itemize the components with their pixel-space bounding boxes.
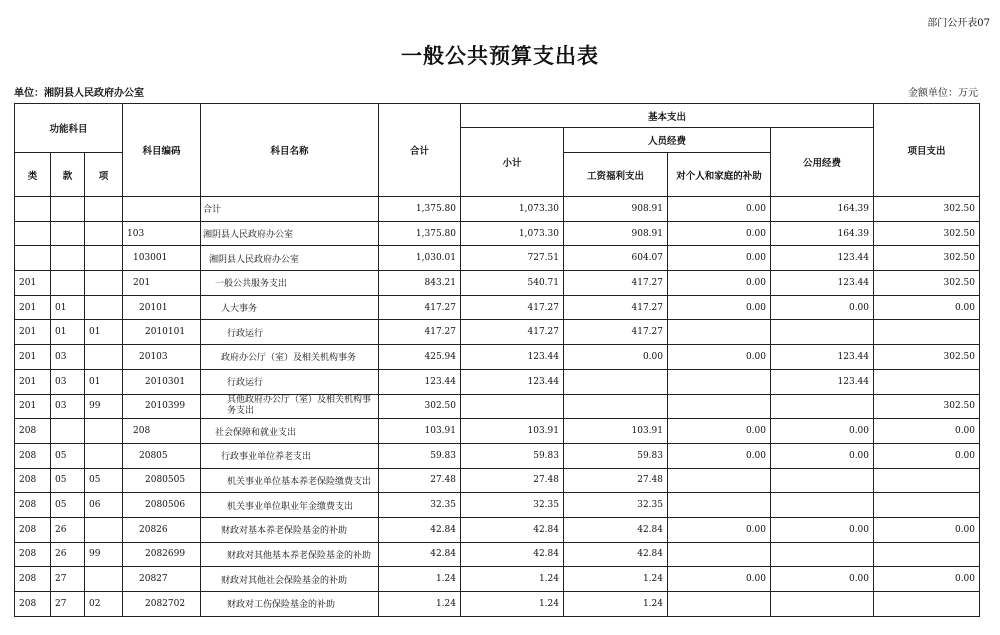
cell-subsidy	[668, 592, 771, 617]
cell-subtotal: 103.91	[461, 419, 564, 444]
cell-subtotal: 417.27	[461, 320, 564, 345]
header-xiang: 项	[85, 153, 123, 197]
cell-kuan	[51, 221, 85, 246]
cell-public	[771, 320, 874, 345]
cell-public: 164.39	[771, 221, 874, 246]
cell-kuan	[51, 246, 85, 271]
cell-salary: 103.91	[564, 419, 668, 444]
cell-subsidy: 0.00	[668, 419, 771, 444]
cell-lei	[15, 246, 51, 271]
cell-code: 2010101	[123, 320, 201, 345]
cell-project	[874, 468, 980, 493]
cell-subtotal: 42.84	[461, 517, 564, 542]
cell-public: 0.00	[771, 517, 874, 542]
cell-total: 843.21	[379, 271, 461, 296]
cell-subsidy: 0.00	[668, 567, 771, 592]
cell-salary: 604.07	[564, 246, 668, 271]
cell-lei: 208	[15, 493, 51, 518]
cell-kuan: 05	[51, 443, 85, 468]
cell-salary: 27.48	[564, 468, 668, 493]
cell-xiang	[85, 295, 123, 320]
cell-subsidy: 0.00	[668, 345, 771, 370]
table-row	[15, 468, 980, 493]
cell-subsidy: 0.00	[668, 197, 771, 222]
cell-name: 行政事业单位养老支出	[201, 443, 379, 468]
cell-total: 417.27	[379, 295, 461, 320]
cell-total: 1,375.80	[379, 221, 461, 246]
cell-total: 103.91	[379, 419, 461, 444]
cell-total: 123.44	[379, 369, 461, 394]
cell-name: 财政对其他基本养老保险基金的补助	[201, 542, 379, 567]
header-basic: 基本支出	[461, 104, 874, 128]
cell-subsidy	[668, 320, 771, 345]
cell-salary	[564, 394, 668, 419]
cell-name: 行政运行	[201, 320, 379, 345]
cell-xiang	[85, 197, 123, 222]
cell-public: 0.00	[771, 443, 874, 468]
table-row	[15, 542, 980, 567]
cell-code: 2080505	[123, 468, 201, 493]
cell-kuan: 26	[51, 542, 85, 567]
cell-subtotal: 27.48	[461, 468, 564, 493]
header-public: 公用经费	[771, 128, 874, 197]
cell-subsidy: 0.00	[668, 443, 771, 468]
cell-subtotal	[461, 394, 564, 419]
cell-kuan	[51, 197, 85, 222]
unit-label: 单位：湘阴县人民政府办公室	[14, 88, 144, 99]
cell-name: 财政对其他社会保险基金的补助	[201, 567, 379, 592]
cell-subsidy: 0.00	[668, 221, 771, 246]
cell-subsidy: 0.00	[668, 271, 771, 296]
cell-name: 政府办公厅（室）及相关机构事务	[201, 345, 379, 370]
cell-kuan: 01	[51, 320, 85, 345]
cell-kuan: 26	[51, 517, 85, 542]
cell-code	[123, 197, 201, 222]
table-row	[15, 345, 980, 370]
table-row	[15, 517, 980, 542]
cell-subtotal: 1,073.30	[461, 197, 564, 222]
cell-subsidy	[668, 468, 771, 493]
cell-name: 一般公共服务支出	[201, 271, 379, 296]
cell-subtotal: 123.44	[461, 369, 564, 394]
cell-project: 302.50	[874, 345, 980, 370]
table-row	[15, 295, 980, 320]
cell-public: 123.44	[771, 369, 874, 394]
cell-subtotal: 417.27	[461, 295, 564, 320]
header-subsidy: 对个人和家庭的补助	[668, 153, 771, 197]
cell-xiang: 99	[85, 394, 123, 419]
table-row	[15, 394, 980, 419]
cell-name: 人大事务	[201, 295, 379, 320]
cell-subtotal: 1,073.30	[461, 221, 564, 246]
cell-code: 103	[123, 221, 201, 246]
cell-public: 0.00	[771, 419, 874, 444]
table-row	[15, 443, 980, 468]
cell-kuan: 05	[51, 468, 85, 493]
cell-public: 164.39	[771, 197, 874, 222]
cell-xiang	[85, 419, 123, 444]
cell-project	[874, 493, 980, 518]
header-subtotal: 小计	[461, 128, 564, 197]
cell-salary: 908.91	[564, 197, 668, 222]
cell-total: 42.84	[379, 517, 461, 542]
cell-public	[771, 394, 874, 419]
cell-xiang: 01	[85, 369, 123, 394]
cell-lei: 208	[15, 517, 51, 542]
cell-code: 20827	[123, 567, 201, 592]
cell-kuan: 03	[51, 394, 85, 419]
header-total: 合计	[379, 104, 461, 197]
header-salary: 工资福利支出	[564, 153, 668, 197]
cell-lei: 201	[15, 394, 51, 419]
cell-kuan: 27	[51, 567, 85, 592]
cell-subsidy	[668, 369, 771, 394]
cell-salary	[564, 369, 668, 394]
cell-xiang	[85, 271, 123, 296]
cell-project	[874, 369, 980, 394]
cell-name: 其他政府办公厅（室）及相关机构事务支出	[201, 394, 379, 419]
cell-subtotal: 123.44	[461, 345, 564, 370]
cell-code: 208	[123, 419, 201, 444]
cell-project: 302.50	[874, 197, 980, 222]
header-personnel: 人员经费	[564, 128, 771, 153]
cell-salary: 417.27	[564, 271, 668, 296]
amount-unit-label: 金额单位：万元	[908, 88, 978, 99]
cell-subtotal: 1.24	[461, 592, 564, 617]
cell-lei: 208	[15, 592, 51, 617]
cell-salary: 908.91	[564, 221, 668, 246]
header-kuan: 款	[51, 153, 85, 197]
header-code: 科目编码	[123, 104, 201, 197]
cell-public: 123.44	[771, 246, 874, 271]
cell-public: 0.00	[771, 567, 874, 592]
cell-salary: 417.27	[564, 295, 668, 320]
cell-total: 27.48	[379, 468, 461, 493]
cell-public	[771, 542, 874, 567]
cell-project: 0.00	[874, 419, 980, 444]
cell-project: 0.00	[874, 567, 980, 592]
table-row	[15, 320, 980, 345]
cell-project: 0.00	[874, 443, 980, 468]
cell-subtotal: 1.24	[461, 567, 564, 592]
cell-code: 2080506	[123, 493, 201, 518]
cell-salary: 42.84	[564, 542, 668, 567]
cell-public	[771, 468, 874, 493]
cell-lei: 208	[15, 443, 51, 468]
cell-lei: 208	[15, 542, 51, 567]
cell-xiang	[85, 221, 123, 246]
cell-subsidy: 0.00	[668, 246, 771, 271]
cell-lei	[15, 221, 51, 246]
cell-lei: 201	[15, 345, 51, 370]
cell-project: 302.50	[874, 394, 980, 419]
cell-xiang: 99	[85, 542, 123, 567]
cell-total: 42.84	[379, 542, 461, 567]
cell-name: 行政运行	[201, 369, 379, 394]
cell-total: 417.27	[379, 320, 461, 345]
cell-total: 302.50	[379, 394, 461, 419]
cell-salary: 59.83	[564, 443, 668, 468]
cell-code: 2082702	[123, 592, 201, 617]
table-row	[15, 197, 980, 222]
cell-lei: 208	[15, 468, 51, 493]
table-row	[15, 369, 980, 394]
cell-subtotal: 540.71	[461, 271, 564, 296]
cell-project: 302.50	[874, 221, 980, 246]
cell-total: 32.35	[379, 493, 461, 518]
cell-total: 1.24	[379, 592, 461, 617]
cell-name: 财政对工伤保险基金的补助	[201, 592, 379, 617]
header-lei: 类	[15, 153, 51, 197]
cell-code: 2010301	[123, 369, 201, 394]
cell-public	[771, 592, 874, 617]
cell-name: 财政对基本养老保险基金的补助	[201, 517, 379, 542]
cell-name: 湘阴县人民政府办公室	[201, 246, 379, 271]
cell-kuan: 03	[51, 369, 85, 394]
cell-project: 302.50	[874, 271, 980, 296]
cell-subtotal: 727.51	[461, 246, 564, 271]
cell-name: 湘阴县人民政府办公室	[201, 221, 379, 246]
cell-lei: 208	[15, 567, 51, 592]
table-row	[15, 221, 980, 246]
cell-kuan: 03	[51, 345, 85, 370]
cell-lei: 201	[15, 295, 51, 320]
header-project: 项目支出	[874, 104, 980, 197]
cell-xiang: 02	[85, 592, 123, 617]
cell-xiang	[85, 517, 123, 542]
cell-total: 425.94	[379, 345, 461, 370]
cell-xiang	[85, 345, 123, 370]
cell-lei: 208	[15, 419, 51, 444]
cell-subtotal: 32.35	[461, 493, 564, 518]
header-func-subject: 功能科目	[15, 104, 123, 153]
cell-code: 20103	[123, 345, 201, 370]
cell-xiang	[85, 246, 123, 271]
table-row	[15, 419, 980, 444]
table-row	[15, 567, 980, 592]
cell-lei: 201	[15, 320, 51, 345]
cell-code: 2010399	[123, 394, 201, 419]
cell-total: 1,375.80	[379, 197, 461, 222]
cell-code: 20101	[123, 295, 201, 320]
cell-salary: 32.35	[564, 493, 668, 518]
header-name: 科目名称	[201, 104, 379, 197]
cell-kuan	[51, 419, 85, 444]
cell-subtotal: 42.84	[461, 542, 564, 567]
cell-xiang	[85, 443, 123, 468]
cell-subsidy	[668, 493, 771, 518]
cell-project	[874, 320, 980, 345]
cell-public: 0.00	[771, 295, 874, 320]
cell-kuan	[51, 271, 85, 296]
cell-total: 1,030.01	[379, 246, 461, 271]
cell-code: 201	[123, 271, 201, 296]
cell-kuan: 27	[51, 592, 85, 617]
cell-subsidy: 0.00	[668, 295, 771, 320]
cell-total: 1.24	[379, 567, 461, 592]
cell-salary: 1.24	[564, 592, 668, 617]
table-row	[15, 271, 980, 296]
cell-kuan: 05	[51, 493, 85, 518]
cell-name: 社会保障和就业支出	[201, 419, 379, 444]
cell-project	[874, 542, 980, 567]
cell-subsidy	[668, 542, 771, 567]
cell-public	[771, 493, 874, 518]
table-row	[15, 246, 980, 271]
cell-project	[874, 592, 980, 617]
cell-subsidy: 0.00	[668, 517, 771, 542]
cell-lei	[15, 197, 51, 222]
cell-public: 123.44	[771, 345, 874, 370]
cell-salary: 1.24	[564, 567, 668, 592]
cell-salary: 417.27	[564, 320, 668, 345]
cell-code: 2082699	[123, 542, 201, 567]
table-row	[15, 493, 980, 518]
cell-project: 0.00	[874, 295, 980, 320]
cell-xiang: 05	[85, 468, 123, 493]
cell-xiang: 01	[85, 320, 123, 345]
cell-code: 103001	[123, 246, 201, 271]
cell-xiang: 06	[85, 493, 123, 518]
table-row	[15, 592, 980, 617]
cell-kuan: 01	[51, 295, 85, 320]
cell-public: 123.44	[771, 271, 874, 296]
cell-lei: 201	[15, 271, 51, 296]
cell-total: 59.83	[379, 443, 461, 468]
cell-name: 合计	[201, 197, 379, 222]
cell-project: 302.50	[874, 246, 980, 271]
cell-name: 机关事业单位职业年金缴费支出	[201, 493, 379, 518]
cell-xiang	[85, 567, 123, 592]
cell-name: 机关事业单位基本养老保险缴费支出	[201, 468, 379, 493]
budget-table	[14, 103, 980, 617]
cell-project: 0.00	[874, 517, 980, 542]
page-title: 一般公共预算支出表	[401, 44, 599, 68]
cell-salary: 0.00	[564, 345, 668, 370]
cell-subtotal: 59.83	[461, 443, 564, 468]
cell-code: 20805	[123, 443, 201, 468]
form-number: 部门公开表07	[927, 18, 990, 29]
cell-code: 20826	[123, 517, 201, 542]
cell-lei: 201	[15, 369, 51, 394]
cell-salary: 42.84	[564, 517, 668, 542]
cell-subsidy	[668, 394, 771, 419]
